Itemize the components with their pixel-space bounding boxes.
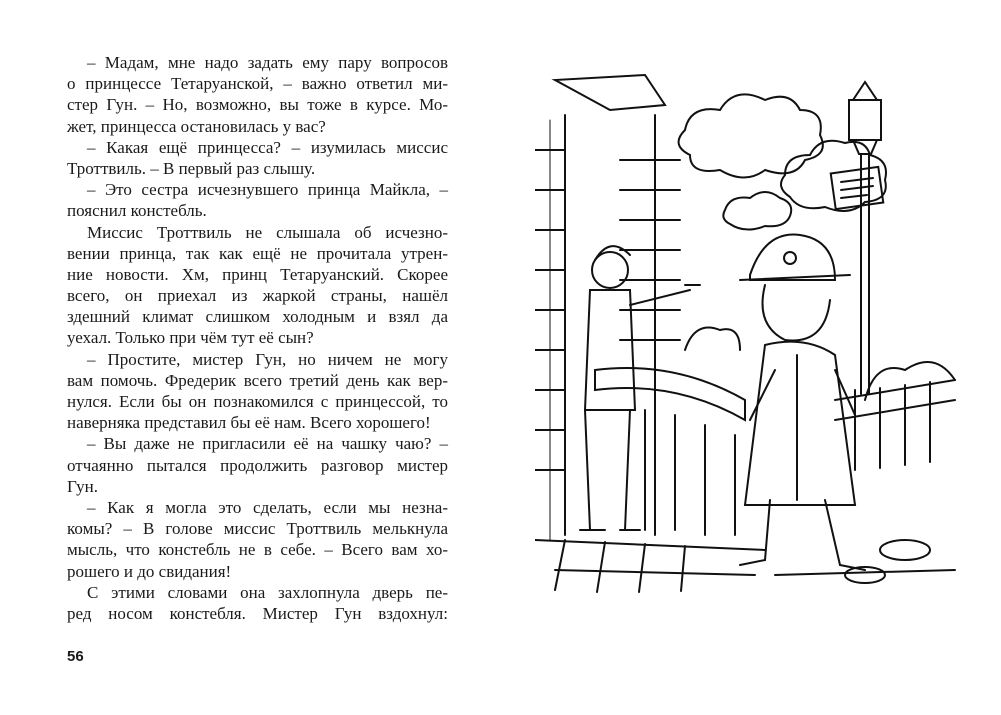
text-line: уехал. Только при чём тут её сын?	[67, 328, 314, 348]
text-line: отчаянно пытался продолжить разговор мистер	[67, 455, 448, 475]
text-line: – Это сестра исчезнувшего принца Майкла, –	[87, 180, 448, 200]
text-line: рошего и до свидания!	[67, 561, 232, 581]
text-line: пояснил констебль.	[67, 201, 207, 221]
page-number: 56	[67, 648, 84, 665]
text-line: – Простите, мистер Гун, но ничем не могу	[87, 349, 448, 369]
railing	[595, 368, 745, 535]
text-line: комы? – В голове миссис Троттвиль мелькнула	[67, 519, 448, 539]
fence-and-bushes	[685, 328, 955, 471]
text-line: ние новости. Хм, принц Тетаруанский. Скорее	[67, 264, 448, 284]
text-line: Гун.	[67, 476, 99, 496]
text-line: здешний климат слишком холодным и взял да	[67, 307, 448, 327]
street-lamp	[831, 82, 884, 394]
text-line: о принцессе Тетаруанской, – важно ответил ми-	[67, 74, 448, 94]
text-line: всего, он приехал из жаркой страны, нашёл	[67, 286, 448, 306]
text-line: мысль, что констебль не в себе. – Всего вам хо-	[67, 540, 448, 560]
brick-wall	[535, 75, 680, 540]
text-line: – Какая ещё принцесса? – изумилась миссис	[87, 137, 448, 157]
text-line: вам помочь. Фредерик всего третий день как вер-	[67, 370, 448, 390]
text-line: Миссис Троттвиль не слышала об исчезно-	[87, 222, 448, 242]
body-text	[67, 52, 448, 624]
text-line: вении принца, так как ещё не прочитала утрен-	[67, 243, 448, 263]
constable-figure	[740, 235, 865, 571]
text-line: наверняка представил бы её нам. Всего хорошего!	[67, 413, 431, 433]
text-line: С этими словами она захлопнула дверь пе-	[87, 582, 448, 602]
text-line: Троттвиль. – В первый раз слышу.	[67, 158, 316, 178]
text-line: – Вы даже не пригласили её на чашку чаю? –	[87, 434, 448, 454]
text-line: жет, принцесса остановилась у вас?	[67, 116, 326, 136]
clouds	[679, 94, 886, 229]
text-line: – Мадам, мне надо задать ему пару вопросов	[87, 53, 448, 72]
text-line: ред носом констебля. Мистер Гун вздохнул:	[67, 603, 448, 623]
text-line: – Как я могла это сделать, если мы незна-	[87, 497, 448, 517]
text-line: нулся. Если бы он познакомился с принцессой, то	[67, 392, 448, 411]
illustration	[535, 70, 965, 595]
ground	[535, 540, 955, 592]
text-line: стер Гун. – Но, возможно, вы тоже в курсе. Мо-	[67, 95, 448, 115]
